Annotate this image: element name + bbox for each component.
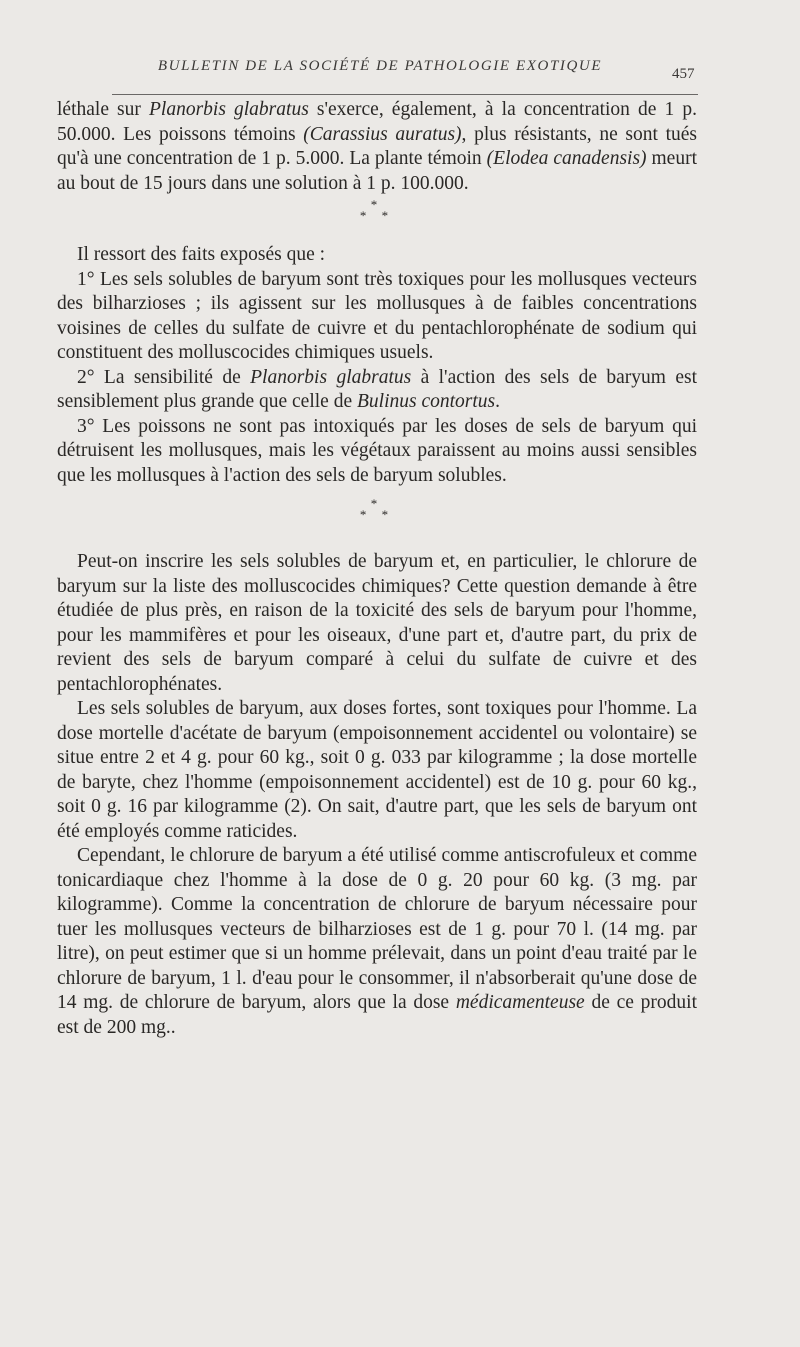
paragraph-1 [57, 98, 697, 196]
running-head: BULLETIN DE LA SOCIÉTÉ DE PATHOLOGIE EXOTIQUE [157, 58, 603, 74]
header-rule [112, 94, 698, 95]
text-run: . [495, 391, 500, 412]
emphasis: médicamenteuse [455, 992, 585, 1013]
separator-bottom: * * [359, 208, 395, 223]
text-run: léthale sur [57, 99, 149, 120]
text-run: , plus résistants, ne sont tués qu'à une concentration de 1 p. 5.000. La plante témoin [57, 123, 697, 169]
species-name: Bulinus contortus [356, 391, 496, 412]
section-separator [57, 199, 697, 221]
text-run: de ce produit est de 200 mg.. [57, 992, 697, 1038]
species-name: (Elodea canadensis) [486, 148, 647, 169]
paragraph-2: Il ressort des faits exposés que : [77, 244, 326, 265]
paragraph-7: Les sels solubles de baryum, aux doses fortes, sont toxiques pour l'homme. La dose mortelle d'acétate de baryum (empoisonnement accidentel ou volontaire) se situe entre 2 et 4 g. pour 60 kg., soit 0 g. 033 par kilogramme ; la dose mortelle de baryte, chez l'homme (empoisonnement accidentel) est de 10 g. pour 60 kg., soit 0 g. 16 par kilogramme (2). On sait, d'autre part, que les sels de baryum ont été employés comme raticides. [57, 698, 697, 842]
text-run: meurt au bout de 15 jours dans une solution à 1 p. 100.000. [57, 148, 697, 194]
text-run: à l'action des sels de baryum est sensiblement plus grande que celle de [57, 366, 698, 412]
text-run: s'exerce, également, à la concentration de 1 p. 50.000. Les poissons témoins [57, 99, 697, 145]
paragraph-6: Peut-on inscrire les sels solubles de baryum et, en particulier, le chlorure de baryum sur la liste des molluscocides chimiques? Cette question demande à être étudiée de plus près, en raison de la toxicité des sels de baryum pour l'homme, pour les mammifères et pour les oiseaux, d'une part et, d'autre part, du prix de revient des sels de baryum comparé à celui du sulfate de cuivre et des pentachlorophénates. [57, 551, 697, 695]
species-name: (Carassius auratus) [303, 123, 462, 145]
text-run: Cependant, le chlorure de baryum a été utilisé comme antiscrofuleux et comme tonicardiaque chez l'homme à la dose de 0 g. 20 pour 60 kg. (3 mg. par kilogramme). Comme la concentration de chlorure de baryum nécessaire pour tuer les mollusques vecteurs de bilharzioses est de 1 g. pour 70 l. (14 mg. par litre), on peut estimer que si un homme prélevait, dans un point d'eau traité par le chlorure de baryum, 1 l. d'eau pour le consommer, il n'absorberait qu'une dose de 14 mg. de chlorure de baryum, alors que la dose [57, 845, 697, 1013]
body-text [57, 98, 697, 1040]
species-name: Planorbis glabratus [250, 366, 412, 388]
separator-bottom: * * [359, 507, 395, 522]
section-separator-2 [57, 498, 697, 520]
page-number: 457 [672, 66, 695, 82]
paragraph-4 [57, 366, 697, 415]
paragraph-8 [57, 844, 697, 1040]
separator-top: * [370, 496, 384, 511]
text-run: 2° La sensibilité de [77, 366, 251, 388]
paragraph-3: 1° Les sels solubles de baryum sont très toxiques pour les mollusques vecteurs des bilharzioses ; ils agissent sur les mollusques à de faibles concentrations voisines de celles du sulfate de cuivre et du pentachlorophénate de sodium qui constituent des molluscocides chimiques usuels. [57, 268, 697, 363]
species-name: Planorbis glabratus [149, 99, 309, 120]
paragraph-5: 3° Les poissons ne sont pas intoxiqués par les doses de sels de baryum qui détruisent les mollusques, mais les végétaux paraissent au moins aussi sensibles que les mollusques à l'action des sels de baryum solubles. [57, 415, 697, 486]
separator-top: * [370, 197, 384, 212]
